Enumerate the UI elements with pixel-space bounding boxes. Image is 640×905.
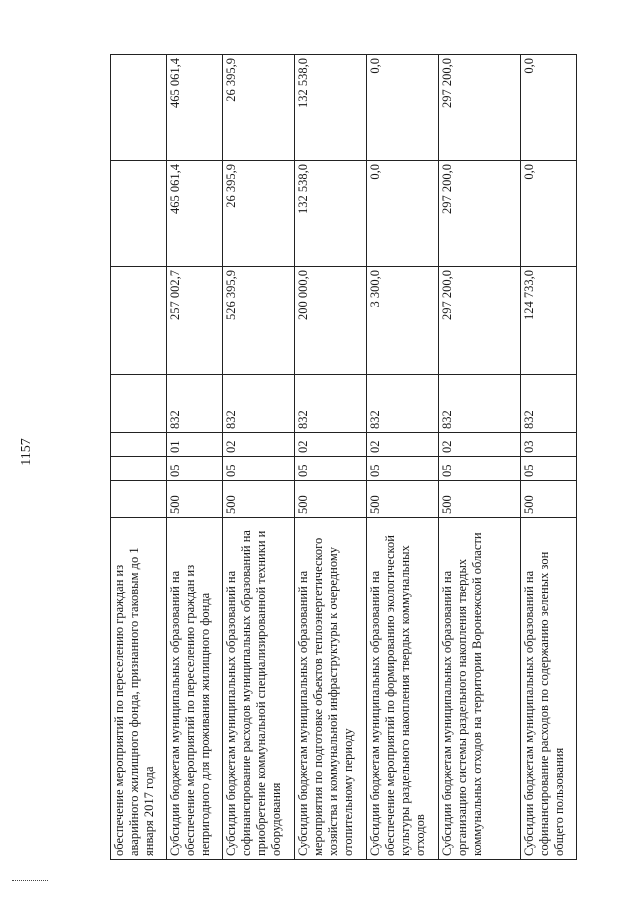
row-value-2: 297 200,0 <box>439 161 521 267</box>
row-glrs: 500 <box>223 481 295 518</box>
row-vr <box>111 375 167 433</box>
row-pr <box>111 433 167 457</box>
row-vr: 832 <box>367 375 439 433</box>
rotated-table-container <box>110 55 578 860</box>
row-rz: 05 <box>295 457 367 481</box>
row-value-2 <box>111 161 167 267</box>
row-value-1 <box>111 267 167 375</box>
row-value-3: 0,0 <box>521 55 577 161</box>
row-rz <box>111 457 167 481</box>
row-value-3: 132 538,0 <box>295 55 367 161</box>
row-pr: 02 <box>439 433 521 457</box>
row-rz: 05 <box>439 457 521 481</box>
row-rz: 05 <box>167 457 223 481</box>
row-name: Субсидии бюджетам муниципальных образований на организацию системы раздельного накопления твердых коммунальных отходов на территории Воронежской области <box>439 518 521 860</box>
row-value-1: 257 002,7 <box>167 267 223 375</box>
row-pr: 02 <box>295 433 367 457</box>
row-name: Субсидии бюджетам муниципальных образований на обеспечение мероприятий по формированию экологической культуры раздельного накопления твердых коммунальных отходов <box>367 518 439 860</box>
row-vr: 832 <box>223 375 295 433</box>
table-row <box>521 55 577 860</box>
row-rz: 05 <box>367 457 439 481</box>
page-number: 1157 <box>19 438 34 466</box>
row-rz: 05 <box>521 457 577 481</box>
row-vr: 832 <box>439 375 521 433</box>
row-pr: 02 <box>367 433 439 457</box>
row-glrs <box>111 481 167 518</box>
row-pr: 02 <box>223 433 295 457</box>
row-glrs: 500 <box>521 481 577 518</box>
row-value-2: 465 061,4 <box>167 161 223 267</box>
row-value-3: 297 200,0 <box>439 55 521 161</box>
row-value-1: 3 300,0 <box>367 267 439 375</box>
row-value-3 <box>111 55 167 161</box>
row-value-3: 26 395,9 <box>223 55 295 161</box>
row-value-2: 0,0 <box>367 161 439 267</box>
table-row <box>295 55 367 860</box>
table-row <box>167 55 223 860</box>
row-vr: 832 <box>295 375 367 433</box>
row-value-1: 200 000,0 <box>295 267 367 375</box>
table-row <box>223 55 295 860</box>
row-value-1: 297 200,0 <box>439 267 521 375</box>
row-name: обеспечение мероприятий по переселению граждан из аварийного жилищного фонда, признанного таковым до 1 января 2017 года <box>111 518 167 860</box>
row-value-2: 26 395,9 <box>223 161 295 267</box>
row-glrs: 500 <box>295 481 367 518</box>
row-pr: 01 <box>167 433 223 457</box>
row-value-1: 526 395,9 <box>223 267 295 375</box>
row-vr: 832 <box>521 375 577 433</box>
row-value-2: 0,0 <box>521 161 577 267</box>
table-row <box>111 55 167 860</box>
row-glrs: 500 <box>367 481 439 518</box>
row-name: Субсидии бюджетам муниципальных образований на мероприятия по подготовке объектов теплоэнергетического хозяйства и коммунальной инфраструктуры к очередному отопительному периоду <box>295 518 367 860</box>
row-value-1: 124 733,0 <box>521 267 577 375</box>
row-value-3: 465 061,4 <box>167 55 223 161</box>
row-name: Субсидии бюджетам муниципальных образований на обеспечение мероприятий по переселению граждан из непригодного для проживания жилищного фонда <box>167 518 223 860</box>
row-name: Субсидии бюджетам муниципальных образований на софинансирование расходов муниципальных образований на приобретение коммунальной специализированной техники и оборудования <box>223 518 295 860</box>
row-glrs: 500 <box>439 481 521 518</box>
row-glrs: 500 <box>167 481 223 518</box>
row-value-2: 132 538,0 <box>295 161 367 267</box>
row-vr: 832 <box>167 375 223 433</box>
row-rz: 05 <box>223 457 295 481</box>
row-pr: 03 <box>521 433 577 457</box>
row-name: Субсидии бюджетам муниципальных образований на софинансирование расходов по содержанию зеленых зон общего пользования <box>521 518 577 860</box>
edge-mark <box>12 880 48 881</box>
budget-table <box>110 54 577 860</box>
table-row <box>439 55 521 860</box>
row-value-3: 0,0 <box>367 55 439 161</box>
table-row <box>367 55 439 860</box>
